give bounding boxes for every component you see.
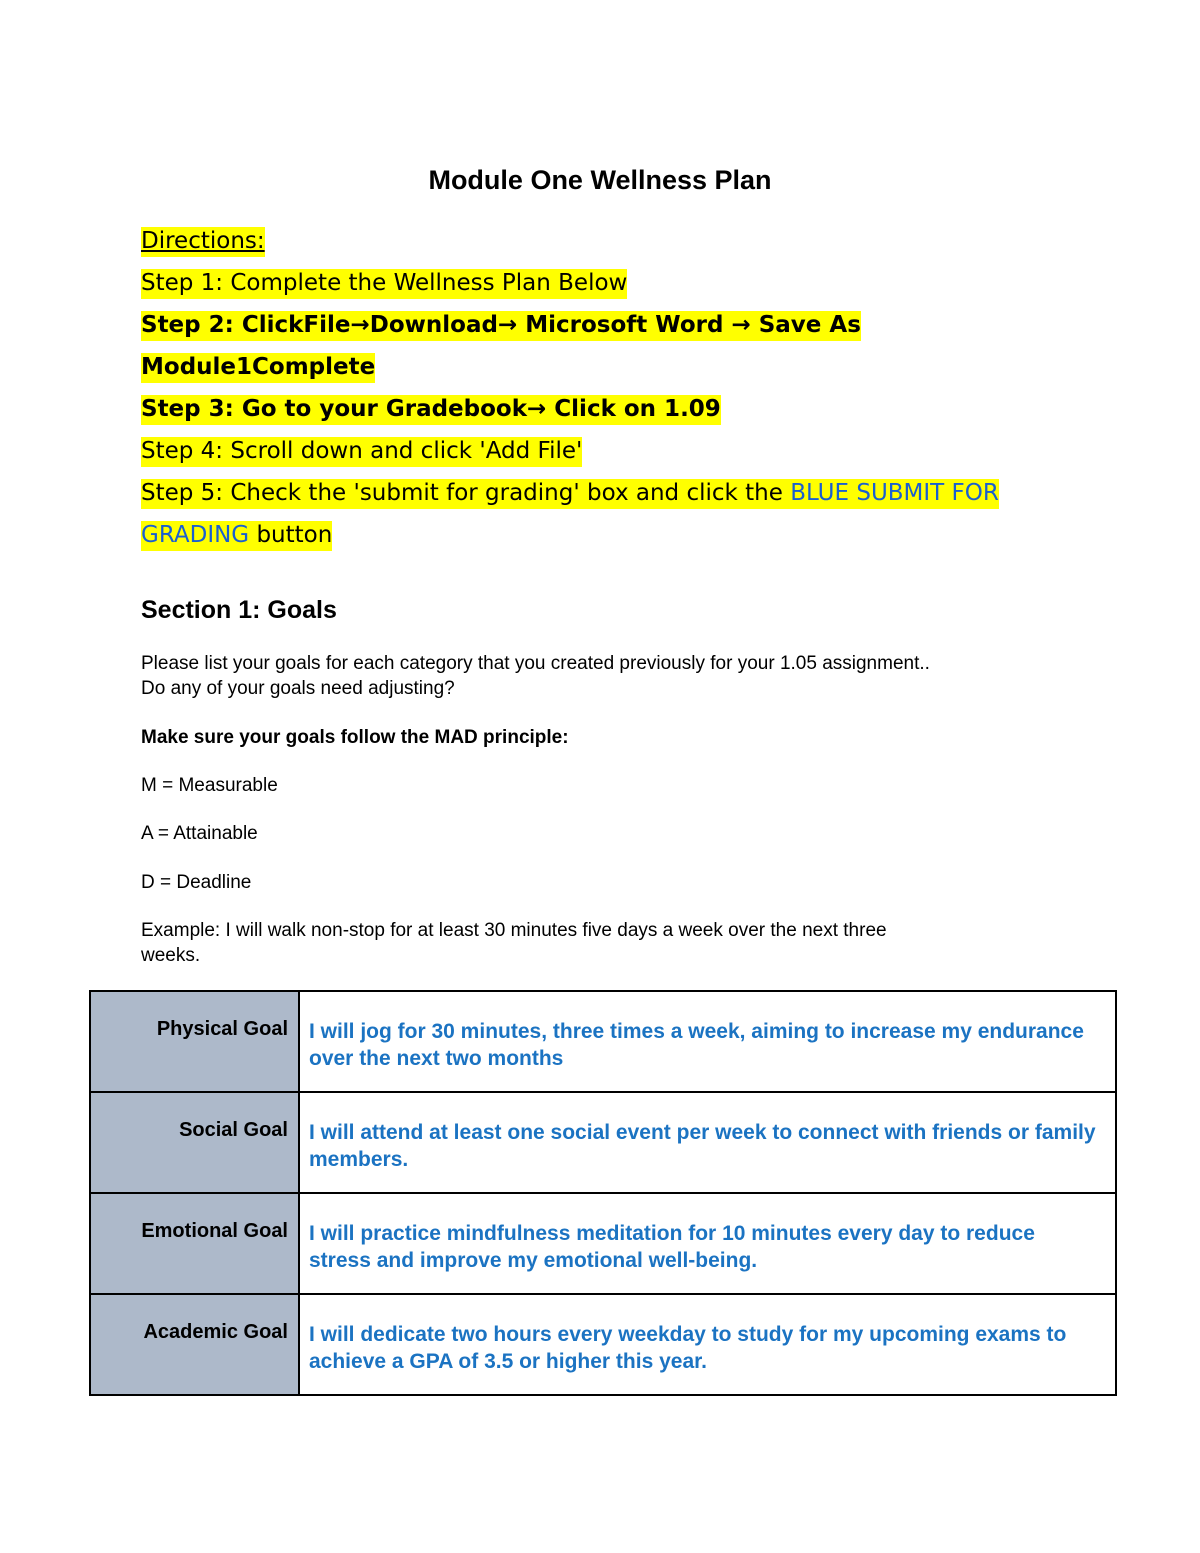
step-4: Step 4: Scroll down and click 'Add File' — [141, 437, 582, 467]
goal-example — [141, 918, 1041, 968]
step-5-blue-text: BLUE SUBMIT FOR — [790, 479, 999, 509]
step-2-continued: Module1Complete — [141, 353, 375, 383]
step-4-line — [141, 430, 1071, 472]
goal-answer: I will dedicate two hours every weekday to study for my upcoming exams to achieve a GPA of 3.5 or higher this year. — [309, 1323, 1067, 1373]
table-row — [90, 991, 1116, 1092]
goal-label: Academic Goal — [143, 1321, 288, 1343]
step-1: Step 1: Complete the Wellness Plan Below — [141, 269, 627, 299]
table-row — [90, 1092, 1116, 1193]
step-2: Step 2: ClickFile→Download→ Microsoft Word → Save As — [141, 311, 861, 341]
goal-answer-cell[interactable] — [299, 991, 1116, 1092]
step-5-blue-text-continued: GRADING — [141, 521, 249, 551]
directions-block — [141, 220, 1071, 556]
goal-label: Physical Goal — [156, 1018, 288, 1040]
mad-measurable: M = Measurable — [141, 775, 278, 796]
section-1-heading: Section 1: Goals — [141, 596, 337, 624]
table-row — [90, 1193, 1116, 1294]
section-intro — [141, 651, 1041, 701]
mad-principle-heading: Make sure your goals follow the MAD principle: — [141, 727, 569, 748]
table-row — [90, 1294, 1116, 1395]
goal-answer: I will jog for 30 minutes, three times a week, aiming to increase my endurance over the next two months — [309, 1020, 1084, 1070]
directions-heading-line — [141, 220, 1071, 262]
step-3-line — [141, 388, 1071, 430]
step-1-line — [141, 262, 1071, 304]
directions-heading: Directions: — [141, 227, 265, 257]
step-5-line — [141, 472, 1071, 514]
goal-answer: I will attend at least one social event per week to connect with friends or family members. — [309, 1121, 1096, 1171]
goal-answer-cell[interactable] — [299, 1092, 1116, 1193]
goal-label-cell — [90, 1193, 299, 1294]
step-2-line — [141, 304, 1071, 346]
section-intro-line-1: Please list your goals for each category that you created previously for your 1.05 assignment.. — [141, 653, 930, 674]
goal-answer-cell[interactable] — [299, 1193, 1116, 1294]
step-2-continued-line — [141, 346, 1071, 388]
goal-answer-cell[interactable] — [299, 1294, 1116, 1395]
section-intro-line-2: Do any of your goals need adjusting? — [141, 678, 455, 699]
step-5-text: Step 5: Check the 'submit for grading' box and click the — [141, 479, 790, 509]
goal-label-cell — [90, 1294, 299, 1395]
step-5-continued-line — [141, 514, 1071, 556]
goal-label: Emotional Goal — [141, 1220, 288, 1242]
page-title: Module One Wellness Plan — [428, 165, 772, 195]
goal-example-line-1: Example: I will walk non-stop for at least 30 minutes five days a week over the next three — [141, 920, 887, 941]
step-5-text-end: button — [249, 521, 332, 551]
goal-label: Social Goal — [179, 1119, 288, 1141]
mad-deadline: D = Deadline — [141, 872, 252, 893]
goal-answer: I will practice mindfulness meditation for 10 minutes every day to reduce stress and improve my emotional well-being. — [309, 1222, 1035, 1272]
mad-attainable: A = Attainable — [141, 823, 258, 844]
goal-label-cell — [90, 991, 299, 1092]
step-3: Step 3: Go to your Gradebook→ Click on 1.09 — [141, 395, 721, 425]
goal-example-line-2: weeks. — [141, 945, 201, 966]
goal-label-cell — [90, 1092, 299, 1193]
goals-table — [89, 990, 1117, 1396]
